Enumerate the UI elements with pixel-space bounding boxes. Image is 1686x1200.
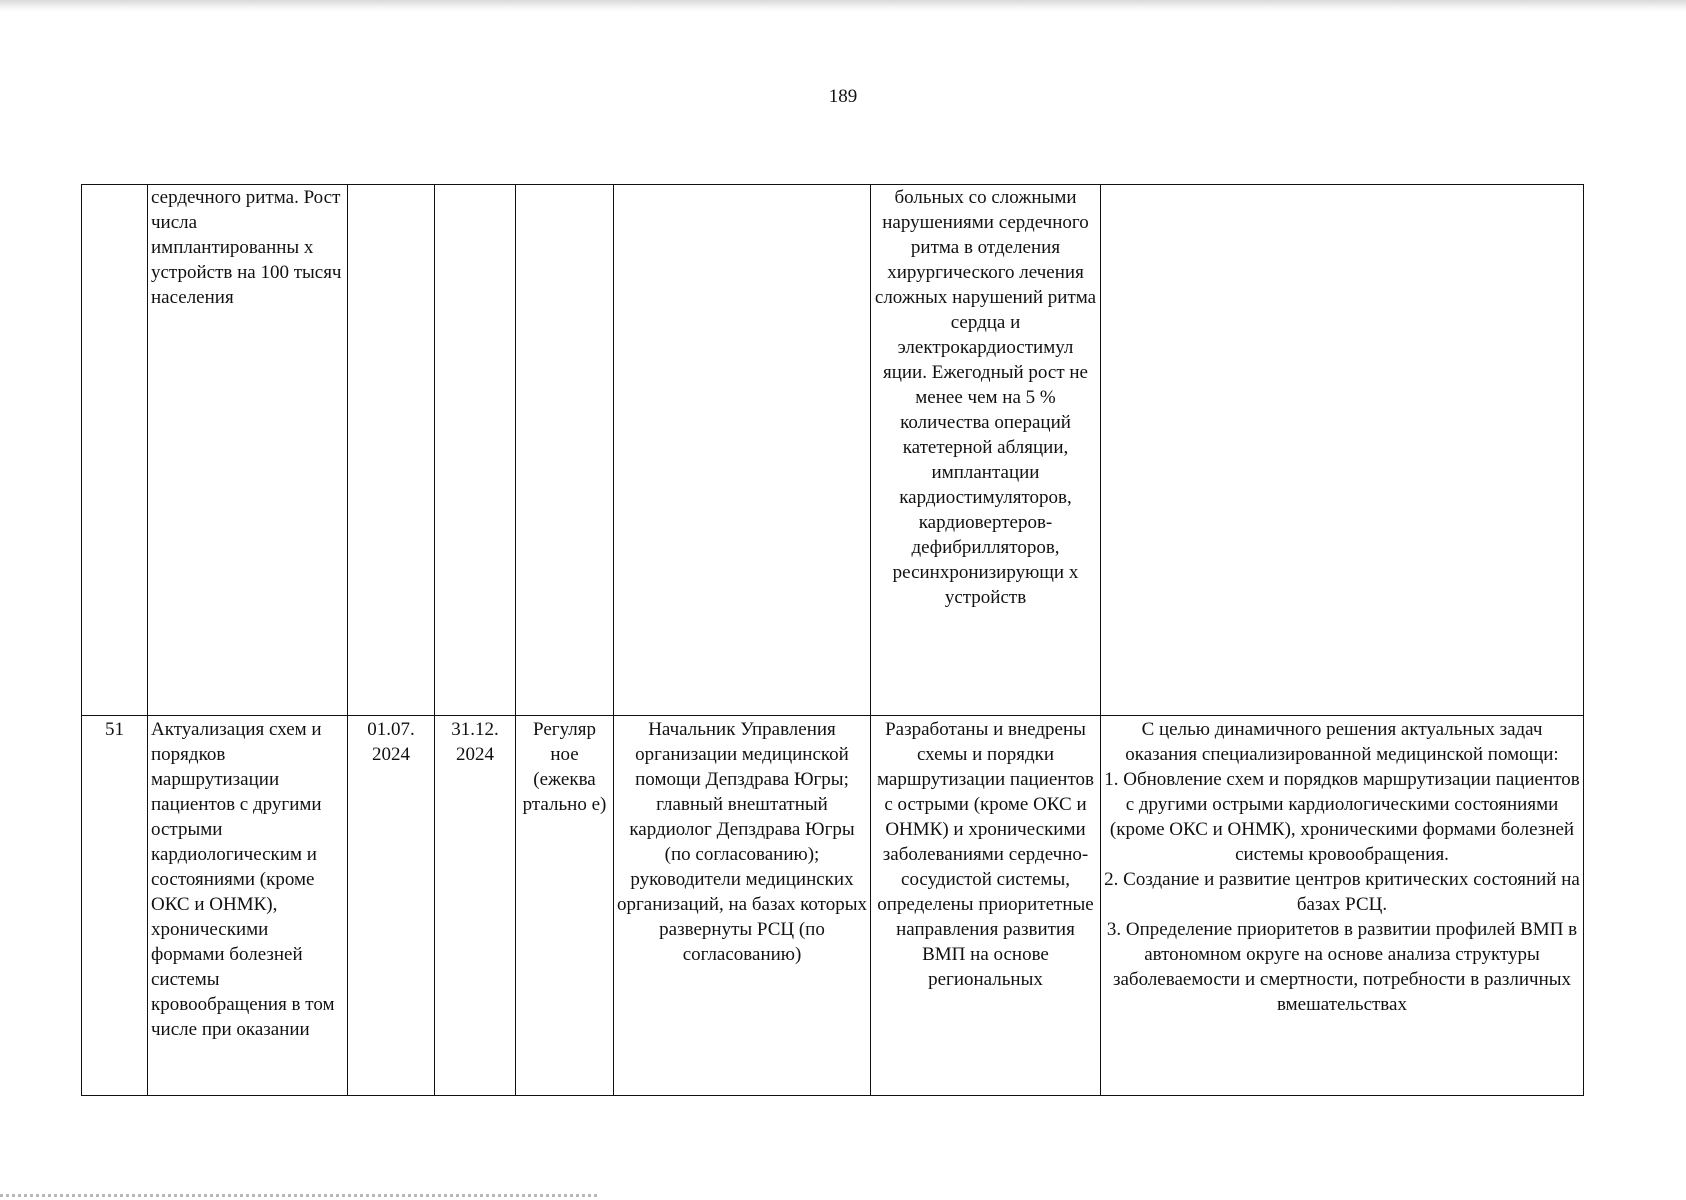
cell-start-date: [348, 185, 435, 716]
cell-start-date: 01.07. 2024: [348, 716, 435, 1096]
cell-end-date: 31.12. 2024: [435, 716, 516, 1096]
cell-notes: С целью динамичного решения актуальных задач оказания специализированной медицинской помощи: 1. Обновление схем и порядков маршрутизации пациентов с другими острыми кардиологическими состояниями (кроме ОКС и ОНМК), хроническими формами болезней системы кровообращения. 2. Создание и развитие центров критических состояний на базах РСЦ. 3. Определение приоритетов в развитии профилей ВМП в автономном округе на основе анализа структуры заболеваемости и смертности, потребности в различных вмешательствах: [1101, 716, 1584, 1096]
cell-responsible: [614, 185, 871, 716]
table-row: [82, 185, 1584, 716]
cell-periodicity: Регуляр ное (ежеква ртально е): [516, 716, 614, 1096]
cell-end-date: [435, 185, 516, 716]
cell-result: больных со сложными нарушениями сердечного ритма в отделения хирургического лечения сложных нарушений ритма сердца и электрокардиостимул яции. Ежегодный рост не менее чем на 5 % количества операций катетерной абляции, имплантации кардиостимуляторов, кардиовертеров-дефибрилляторов, ресинхронизирующи х устройств: [871, 185, 1101, 716]
page-number: 189: [828, 86, 858, 107]
cell-responsible: Начальник Управления организации медицинской помощи Депздрава Югры; главный внештатный кардиолог Депздрава Югры (по согласованию); руководители медицинских организаций, на базах которых развернуты РСЦ (по согласованию): [614, 716, 871, 1096]
cell-activity: сердечного ритма. Рост числа имплантированны х устройств на 100 тысяч населения: [148, 185, 348, 716]
scan-edge-bottom: [0, 1194, 600, 1197]
cell-number: [82, 185, 148, 716]
scan-edge-top: [0, 0, 1686, 12]
cell-number: 51: [82, 716, 148, 1096]
cell-result: Разработаны и внедрены схемы и порядки маршрутизации пациентов с острыми (кроме ОКС и ОНМК) и хроническими заболеваниями сердечно-сосудистой системы, определены приоритетные направления развития ВМП на основе региональных: [871, 716, 1101, 1096]
table-row: [82, 716, 1584, 1096]
cell-periodicity: [516, 185, 614, 716]
cell-notes: [1101, 185, 1584, 716]
cell-activity: Актуализация схем и порядков маршрутизации пациентов с другими острыми кардиологическим и состояниями (кроме ОКС и ОНМК), хроническими формами болезней системы кровообращения в том числе при оказании: [148, 716, 348, 1096]
activities-table: [81, 184, 1584, 1096]
